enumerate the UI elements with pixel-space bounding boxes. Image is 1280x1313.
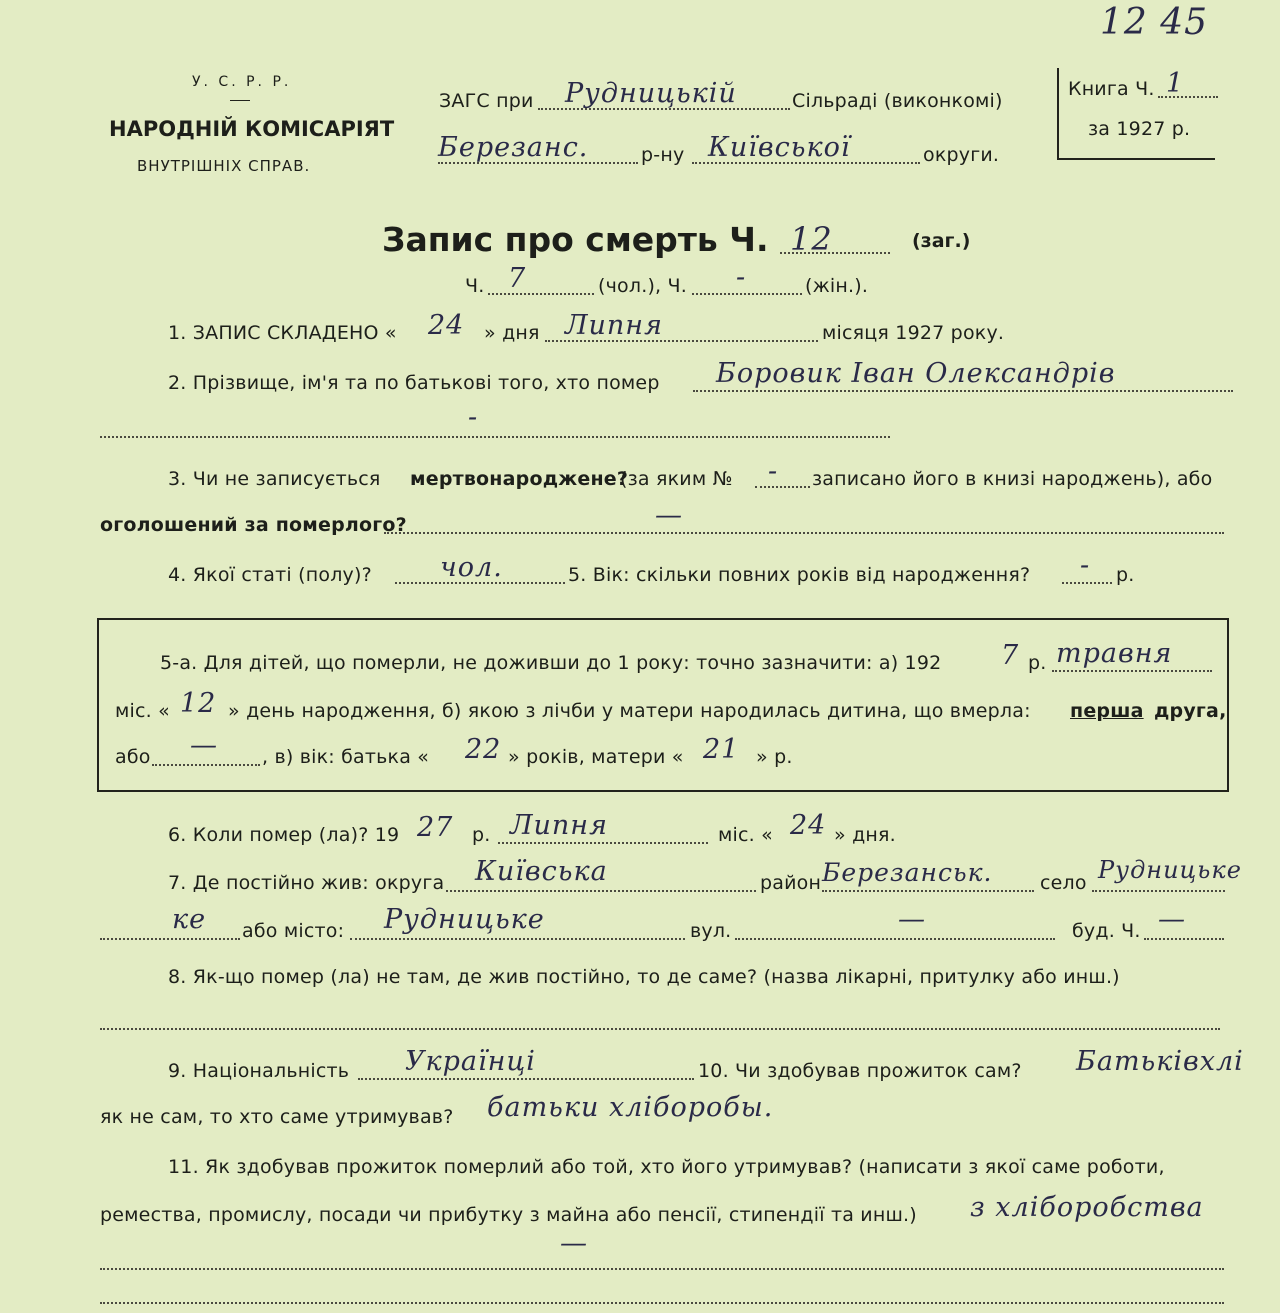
book-year: за 1927 р. (1088, 118, 1191, 140)
f5a-line2: » день народження, б) якою з лічби у матери народилась дитина, що вмерла: (228, 700, 1031, 722)
f4-sex: чол. (440, 552, 503, 583)
f6-r: р. (472, 824, 491, 846)
f3-val: — (655, 500, 683, 531)
f7-rayon-label: район (760, 872, 822, 894)
f3-e-line (384, 532, 1224, 534)
title-number: 12 (790, 220, 833, 258)
rayon-label: р-ну (641, 144, 685, 166)
f6-mis: міс. « (718, 824, 773, 846)
f1-day: 24 (428, 310, 465, 341)
f7-bud: — (1158, 904, 1186, 935)
f9-line (358, 1078, 694, 1080)
f5a-month: травня (1056, 638, 1173, 669)
f8-label: 8. Як-що помер (ла) не там, де жив постійно, то де саме? (назва лікарні, притулку або инш.) (168, 966, 1120, 988)
f7-selo-line-2 (100, 938, 240, 940)
f10-who: батьки хліборобы. (487, 1092, 774, 1123)
okruha-label: округи. (923, 144, 1000, 166)
f5a-mother-label: » років, матери « (508, 746, 684, 768)
f6-day: 24 (790, 810, 827, 841)
f1-mid: » дня (484, 322, 540, 344)
f9-nationality: Українці (405, 1046, 536, 1077)
f11-line1: 11. Як здобував прожиток померлий або той, хто його утримував? (написати з якої саме роботи, (168, 1156, 1165, 1178)
zags-prefix: ЗАГС при (439, 90, 534, 112)
title-suffix: (заг.) (912, 230, 971, 252)
f7-misto: Рудницьке (384, 904, 545, 935)
f7-vul: — (898, 904, 926, 935)
female-line (692, 293, 802, 295)
usrr-label: У. С. Р. Р. (192, 74, 292, 90)
archive-number: 12 45 (1100, 2, 1209, 43)
f7-rayon-line (822, 890, 1034, 892)
f6-year: 27 (417, 812, 454, 843)
f5a-mother: 21 (703, 734, 740, 765)
f5a-second: друга, (1154, 700, 1227, 722)
f5a-line1: 5-а. Для дітей, що померли, не доживши до 1 року: точно зазначити: а) 192 (160, 652, 942, 674)
book-label: Книга Ч. (1068, 78, 1155, 100)
f2-line-2 (100, 436, 890, 438)
male-line (488, 293, 594, 295)
f7-bud-line (1144, 938, 1224, 940)
f5a-father-label: , в) вік: батька « (262, 746, 430, 768)
female-label: (жін.). (805, 275, 869, 297)
council-value: Рудницькій (565, 78, 737, 109)
female-count: - (736, 262, 747, 293)
f3-a: 3. Чи не записується (168, 468, 381, 490)
f7-vul-label: вул. (690, 920, 732, 942)
f5a-mis: міс. « (115, 700, 170, 722)
f6-label: 6. Коли помер (ла)? 19 (168, 824, 400, 846)
f7-misto-line (350, 938, 685, 940)
f3-b: мертвонароджене? (410, 468, 629, 490)
f5a-other-line (152, 764, 260, 766)
f6-month: Липня (510, 810, 608, 841)
f7-selo-label: село (1040, 872, 1087, 894)
f11-cont: — (560, 1228, 588, 1259)
f3-num: - (768, 456, 779, 487)
f7-label: 7. Де постійно жив: округа (168, 872, 445, 894)
f6-end: » дня. (834, 824, 896, 846)
f7-okruha: Київська (475, 856, 608, 887)
f5-age-end: р. (1116, 564, 1135, 586)
page-title: Запис про смерть Ч. (382, 220, 769, 259)
f3-c: (за яким № (620, 468, 733, 490)
f5a-day: 12 (180, 688, 217, 719)
f8-line (100, 1028, 1220, 1030)
book-box-left (1057, 68, 1059, 160)
f3-num-line (755, 486, 810, 488)
f7-okruha-line (446, 890, 756, 892)
f5a-first: перша (1070, 700, 1144, 722)
f3-e: оголошений за померлого? (100, 514, 407, 536)
f5a-year: 7 (1001, 640, 1020, 671)
sub-ch: Ч. (465, 275, 485, 297)
f10-label: 10. Чи здобував прожиток сам? (698, 1060, 1022, 1082)
f7-selo-cont: ке (172, 904, 207, 935)
f1-month: Липня (565, 310, 663, 341)
f7-selo: Рудницьке (1098, 856, 1242, 884)
f7-vul-line (735, 938, 1055, 940)
f9-label: 9. Національність (168, 1060, 350, 1082)
f5-age-label: 5. Вік: скільки повних років від народження? (568, 564, 1031, 586)
f2-cont: - (468, 402, 479, 433)
f5-age-line (1062, 582, 1112, 584)
f3-d: записано його в книзі народжень), або (812, 468, 1213, 490)
f7-misto-label: або місто: (242, 920, 345, 942)
f10-value: Батьківхлі (1076, 1046, 1244, 1077)
f5a-or: або (115, 746, 151, 768)
f11-line (100, 1268, 1224, 1270)
f5a-end: » р. (756, 746, 793, 768)
f2-line (693, 390, 1233, 392)
f7-rayon: Березанськ. (822, 858, 993, 887)
f5a-r: р. (1028, 652, 1047, 674)
f10-question: як не сам, то хто саме утримував? (100, 1106, 454, 1128)
f5a-month-line (1052, 670, 1212, 672)
f2-label: 2. Прізвище, ім'я та по батькові того, хто помер (168, 372, 660, 394)
f5-age: - (1080, 550, 1091, 581)
f1-end: місяця 1927 року. (822, 322, 1005, 344)
f5a-other: — (190, 730, 218, 761)
f2-name: Боровик Іван Олександрів (716, 358, 1116, 389)
male-label: (чол.), Ч. (598, 275, 688, 297)
male-count: 7 (508, 263, 527, 294)
f1-label: 1. ЗАПИС СКЛАДЕНО « (168, 322, 397, 344)
f11-value: з хліборобства (970, 1192, 1204, 1223)
dept-label: ВНУТРІШНІХ СПРАВ. (137, 157, 311, 175)
book-number: 1 (1166, 68, 1185, 99)
f7-selo-line (1092, 890, 1225, 892)
f6-month-line (498, 842, 708, 844)
f7-bud-label: буд. Ч. (1072, 920, 1141, 942)
rayon-value: Березанс. (438, 132, 589, 163)
book-box-bottom (1057, 158, 1215, 160)
f5a-father: 22 (465, 734, 502, 765)
f11-line2: ремества, промислу, посади чи прибутку з майна або пенсії, стипендії та инш.) (100, 1204, 917, 1226)
okruha-value: Київської (708, 132, 851, 163)
f4-label: 4. Якої статі (полу)? (168, 564, 372, 586)
council-suffix: Сільраді (виконкомі) (792, 90, 1003, 112)
commissariat-label: НАРОДНІЙ КОМІСАРІЯТ (109, 117, 395, 141)
usrr-divider (230, 100, 250, 101)
f11-line-2 (100, 1302, 1224, 1304)
